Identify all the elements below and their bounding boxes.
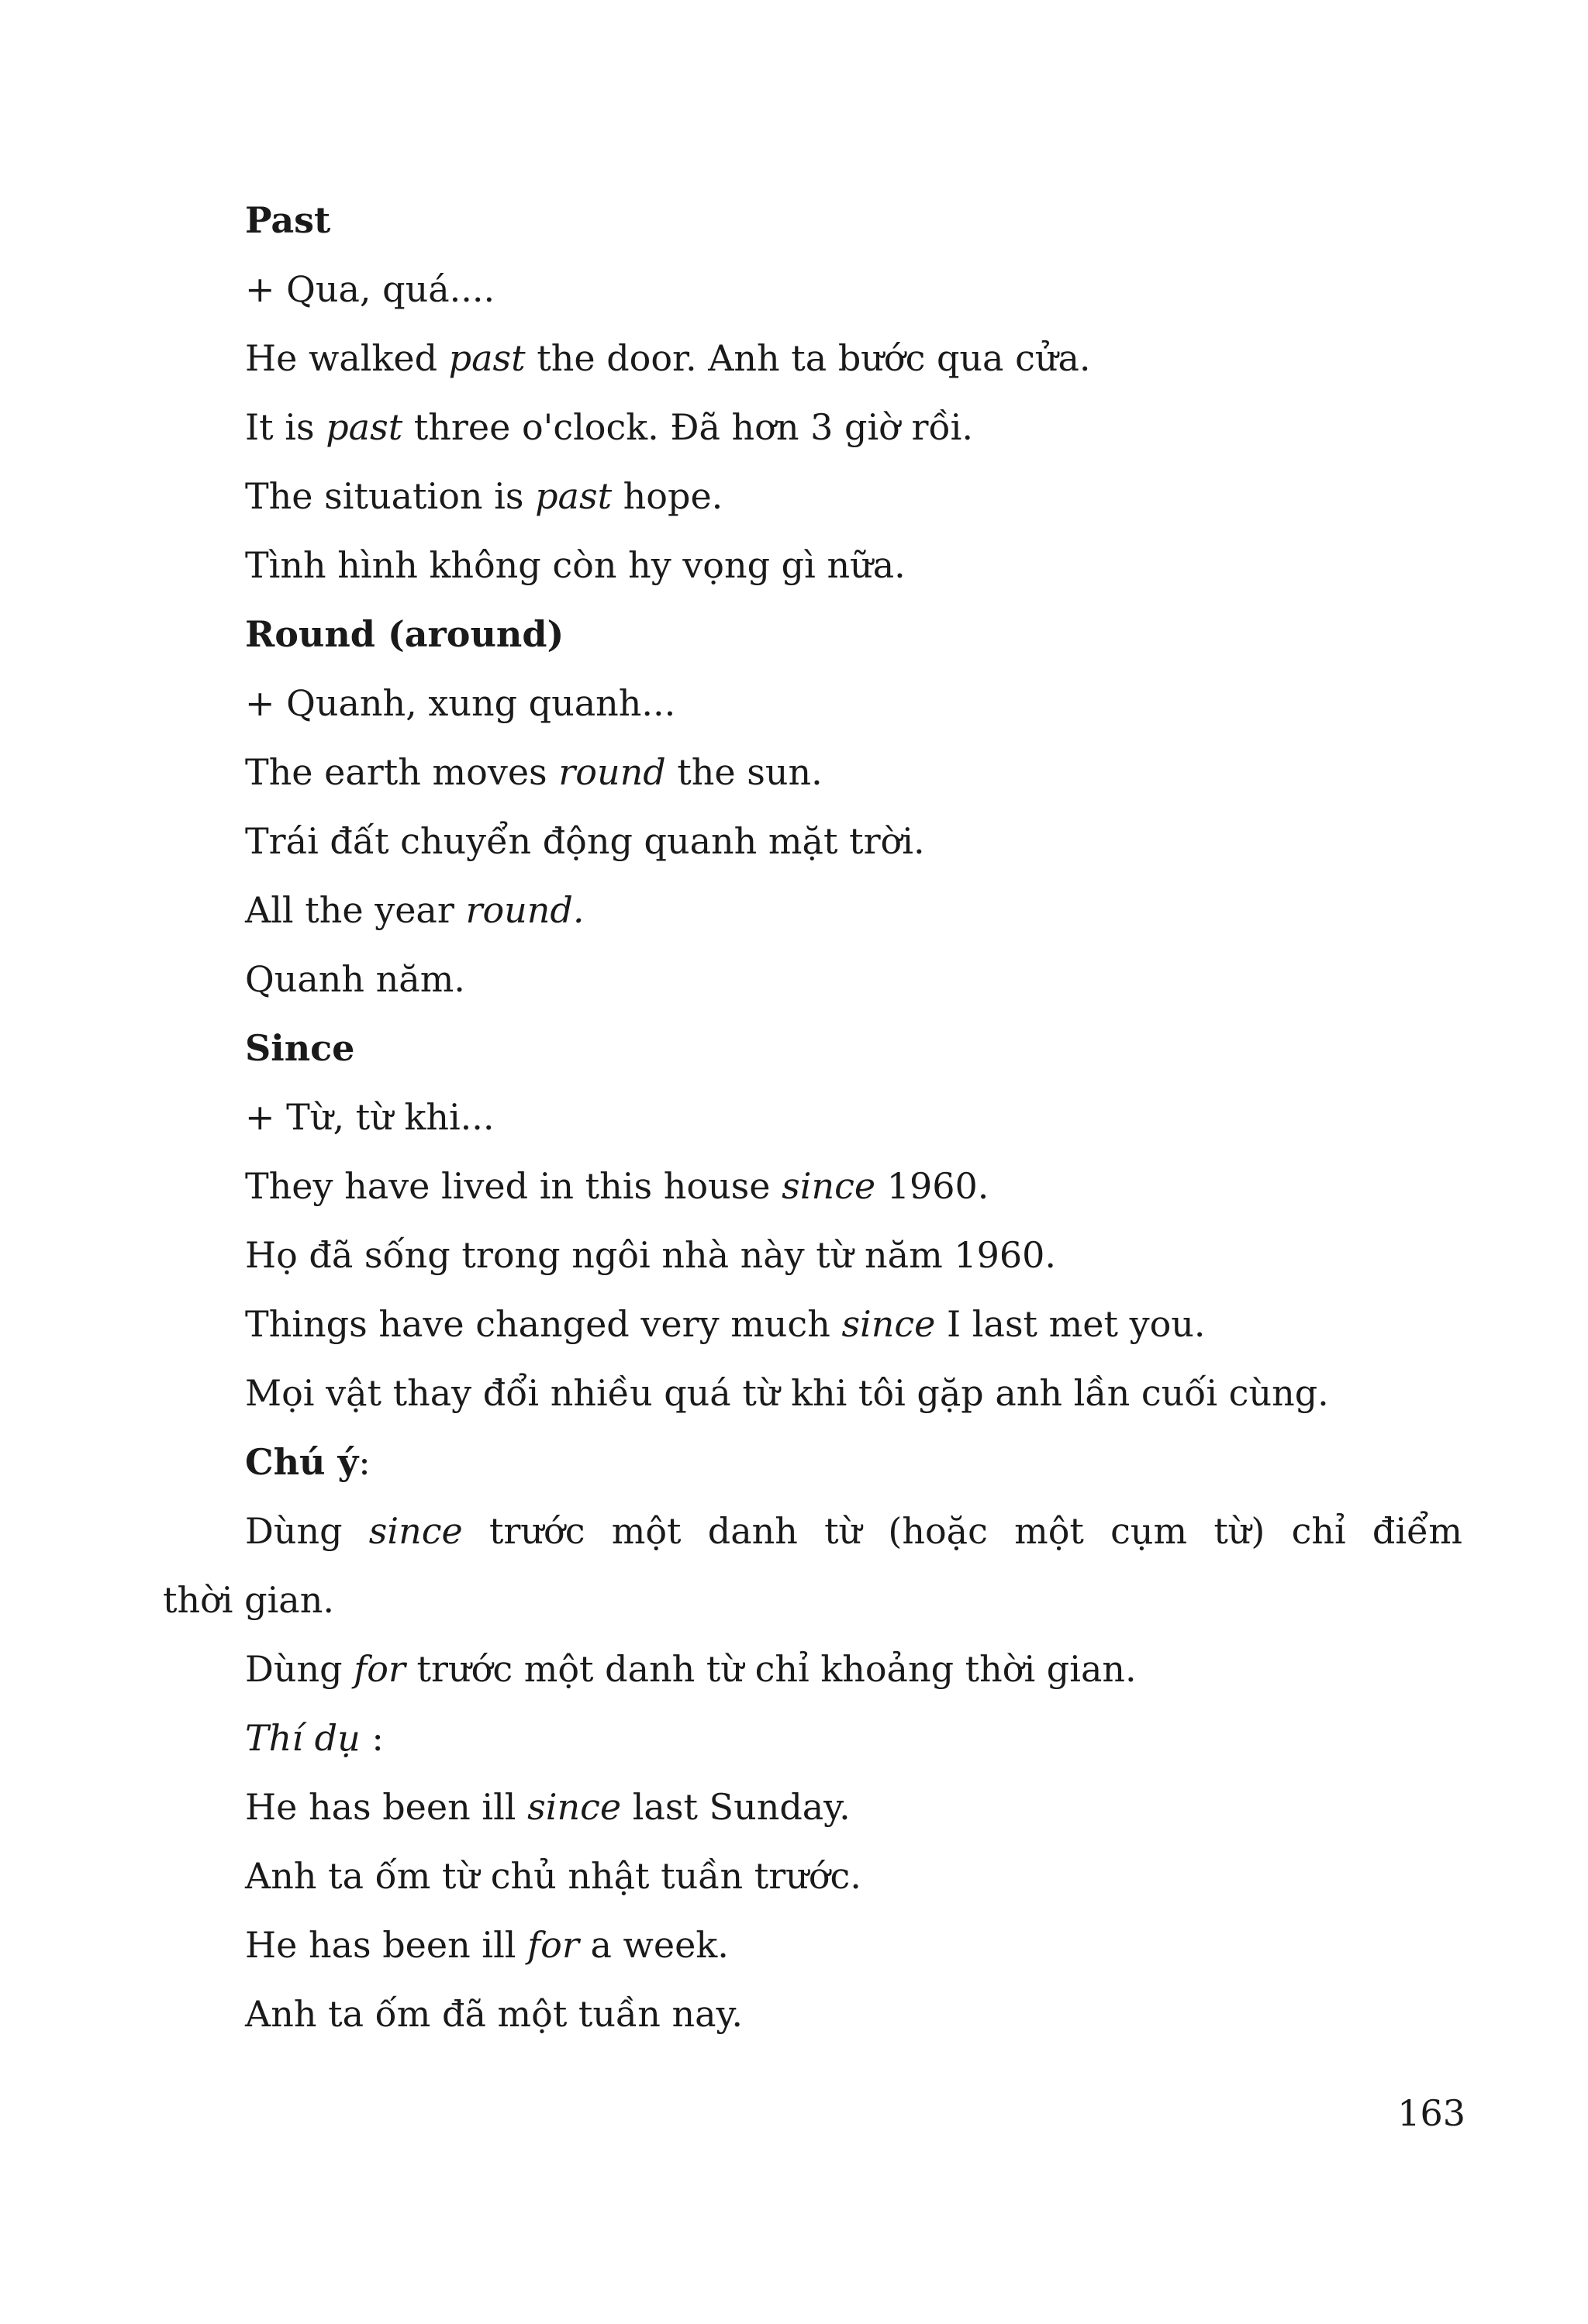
text-run: Past	[245, 199, 331, 241]
text-line	[245, 1635, 1462, 1704]
text-line	[245, 807, 1462, 876]
text-run: three o'clock. Đã hơn 3 giờ rồi.	[402, 406, 973, 448]
text-line	[245, 669, 1462, 738]
italic-term: past	[326, 406, 403, 448]
text-run: Chú ý	[245, 1441, 359, 1483]
text-line	[245, 1842, 1462, 1911]
text-run: The situation is	[245, 475, 536, 517]
text-run: Trái đất chuyển động quanh mặt trời.	[245, 820, 925, 862]
text-line	[245, 1290, 1462, 1359]
text-run: Round (around)	[245, 613, 564, 655]
paragraph-first-line	[245, 1497, 1462, 1566]
text-run: They have lived in this house	[245, 1165, 782, 1207]
text-line	[245, 1221, 1462, 1290]
text-line	[245, 1359, 1462, 1428]
text-run: Dùng	[245, 1648, 354, 1690]
page-body	[163, 186, 1462, 2049]
text-line	[245, 1704, 1462, 1773]
paragraph-continuation	[163, 1566, 1462, 1635]
text-run: Họ đã sống trong ngôi nhà này từ năm 1960.	[245, 1234, 1057, 1276]
text-line	[245, 945, 1462, 1014]
section-heading	[245, 186, 1462, 255]
text-run: + Từ, từ khi...	[245, 1096, 495, 1138]
text-run: Quanh năm.	[245, 958, 465, 1000]
text-run: trước một danh từ chỉ khoảng thời gian.	[405, 1648, 1137, 1690]
section-heading	[245, 600, 1462, 669]
text-line	[245, 1773, 1462, 1842]
italic-term: past	[448, 337, 526, 379]
section-heading	[245, 1428, 1462, 1497]
italic-term: past	[535, 475, 613, 517]
text-run: Anh ta ốm từ chủ nhật tuần trước.	[245, 1855, 861, 1897]
text-line	[245, 393, 1462, 462]
text-run: thời gian.	[163, 1579, 334, 1621]
italic-term: Thí dụ	[245, 1717, 361, 1759]
text-line	[245, 1083, 1462, 1152]
text-line	[245, 738, 1462, 807]
text-line	[245, 1152, 1462, 1221]
italic-term: for	[527, 1924, 579, 1966]
text-line	[245, 531, 1462, 600]
text-run: the sun.	[665, 751, 823, 793]
italic-term: since	[527, 1786, 622, 1828]
text-line	[245, 1911, 1462, 1980]
text-line	[245, 462, 1462, 531]
text-run: He has been ill	[245, 1786, 528, 1828]
section-heading	[245, 1014, 1462, 1083]
text-run: He walked	[245, 337, 449, 379]
text-line	[245, 255, 1462, 324]
text-run: He has been ill	[245, 1924, 528, 1966]
text-run: a week.	[578, 1924, 729, 1966]
text-line	[245, 324, 1462, 393]
text-run: Tình hình không còn hy vọng gì nữa.	[245, 544, 906, 586]
italic-term: for	[354, 1648, 406, 1690]
text-run: Things have changed very much	[245, 1303, 842, 1345]
text-run: the door. Anh ta bước qua cửa.	[525, 337, 1091, 379]
page-number: 163	[1397, 2092, 1465, 2134]
italic-term: since	[841, 1303, 936, 1345]
text-run: Since	[245, 1027, 355, 1069]
text-run: hope.	[612, 475, 723, 517]
text-run: :	[358, 1441, 371, 1483]
text-run: Anh ta ốm đã một tuần nay.	[245, 1993, 744, 2035]
text-run: trước một danh từ (hoặc một cụm từ) chỉ điểm	[462, 1510, 1462, 1552]
text-line	[245, 1980, 1462, 2049]
text-run: I last met you.	[935, 1303, 1206, 1345]
italic-term: round.	[465, 889, 585, 931]
text-run: :	[360, 1717, 384, 1759]
italic-term: since	[368, 1510, 463, 1552]
text-run: + Quanh, xung quanh...	[245, 682, 676, 724]
note-paragraph	[163, 1497, 1462, 1635]
text-run: All the year	[245, 889, 466, 931]
text-run: + Qua, quá....	[245, 268, 495, 310]
text-line	[245, 876, 1462, 945]
italic-term: round	[558, 751, 666, 793]
text-run: Mọi vật thay đổi nhiều quá từ khi tôi gặp anh lần cuối cùng.	[245, 1372, 1329, 1414]
text-run: Dùng	[245, 1510, 369, 1552]
text-run: The earth moves	[245, 751, 559, 793]
italic-term: since	[782, 1165, 876, 1207]
text-run: last Sunday.	[621, 1786, 851, 1828]
text-run: 1960.	[875, 1165, 989, 1207]
text-run: It is	[245, 406, 326, 448]
